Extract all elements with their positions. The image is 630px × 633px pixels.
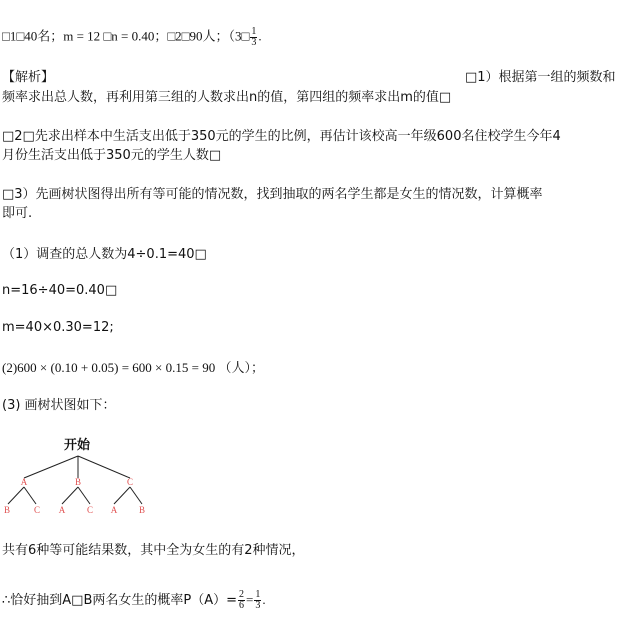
solution-step-6: 共有6种等可能结果数，其中全为女生的有2种情况， [2,543,305,558]
solution-step-1: （1）调查的总人数为4÷0.1=40□ [2,247,207,262]
analysis-p2-line1: □2□先求出样本中生活支出低于350元的学生的比例，再估计该校高一年级600名住校学生今年4 [2,129,561,144]
analysis-p1-line2: 频率求出总人数，再利用第三组的人数求出n的值，第四组的频率求出m的值□ [2,90,452,105]
tree-leaf: A [110,505,118,515]
tree-leaf: B [3,505,11,515]
solution-step-5: (3) 画树状图如下： [2,398,116,413]
analysis-p3-line2: 即可. [2,206,33,221]
tree-node-b: B [74,477,82,487]
tree-leaf: C [86,505,94,515]
tree-diagram [0,432,170,522]
analysis-p2-line2: 月份生活支出低于350元的学生人数□ [2,148,222,163]
probability-text: ∴恰好抽到A□B两名女生的概率P（A）= [2,593,237,608]
tree-leaf: B [138,505,146,515]
answer-text: □1□40名；m = 12 □n = 0.40；□2□90人；（3□ [2,28,250,44]
tree-leaf: C [33,505,41,515]
tree-node-a: A [20,477,28,487]
answer-fraction: $\frac{1}{3}$ [251,26,257,48]
solution-step-7: ∴恰好抽到A□B两名女生的概率P（A）= $\frac{2}{6}$ = $\frac{1}{3}$ . [2,589,266,611]
tree-root-label: 开始 [63,438,91,453]
analysis-tag: 【解析】 [2,70,55,85]
analysis-p3-line1: □3）先画树状图得出所有等可能的情况数，找到抽取的两名学生都是女生的情况数，计算概率 [2,187,543,202]
analysis-p1-right: □1）根据第一组的频数和 [465,70,616,85]
probability-fraction-1: $\frac{2}{6}$ [239,589,244,611]
solution-step-4: (2)600 × (0.10 + 0.05) = 600 × 0.15 = 90 （人）； [2,360,264,375]
probability-fraction-2: $\frac{1}{3}$ [255,589,261,611]
answer-summary: □1□40名；m = 12 □n = 0.40；□2□90人；（3□ $\frac{1}{3}$ . [2,26,262,48]
tree-leaf: A [58,505,66,515]
tree-node-c: C [126,477,134,487]
solution-step-2: n=16÷40=0.40□ [2,283,118,298]
solution-step-3: m=40×0.30=12; [2,320,114,335]
